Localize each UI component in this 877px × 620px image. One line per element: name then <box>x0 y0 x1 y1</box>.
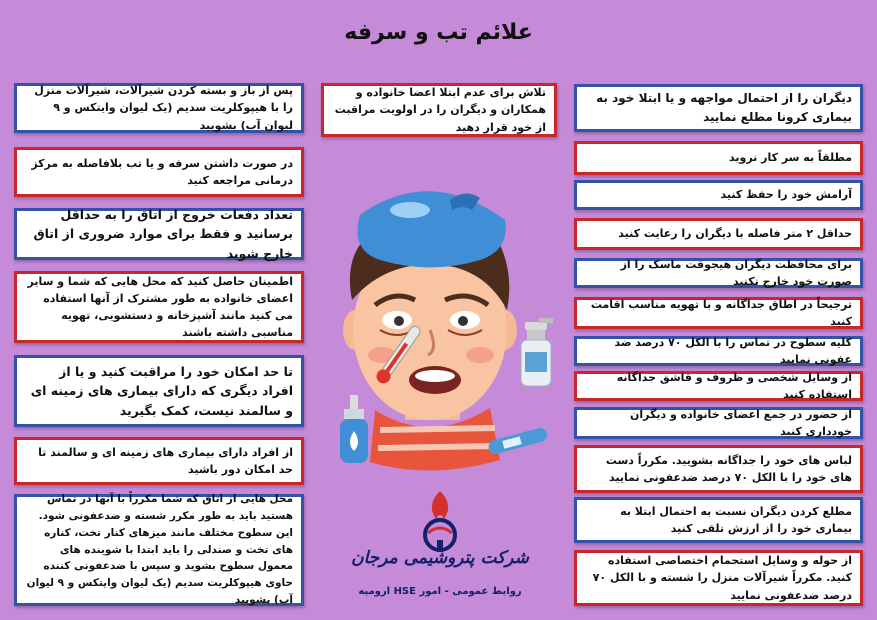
right-item-6 <box>574 297 863 329</box>
left-item-6 <box>14 437 304 485</box>
right-item-1 <box>574 84 863 132</box>
right-item-4-text: حداقل ۲ متر فاصله با دیگران را رعایت کنید <box>618 227 852 241</box>
right-item-2 <box>574 141 863 175</box>
right-item-2-text: مطلقاً به سر کار نروید <box>729 151 852 165</box>
right-item-7 <box>574 336 863 366</box>
right-item-5-text: برای محافظت دیگران هیجوقت ماسک را از صورت خود خارج نکنید <box>620 257 852 288</box>
left-item-2-text: در صورت داشتن سرفه و یا تب بلافاصله به مرکز درمانی مراجعه کنید <box>31 156 293 187</box>
page-title: علائم تب و سرفه <box>344 20 533 45</box>
right-item-12-text: از حوله و وسایل استحمام اختصاصی استفاده کنید. مکرراً شیرآلات منزل را شسته و با الکل ۷۰ درصد ضدعفونی نمایید <box>592 554 852 602</box>
spray-bottle-icon <box>515 318 555 388</box>
left-item-1 <box>14 83 304 133</box>
center-top-note <box>321 83 557 137</box>
left-item-7-text: محل هایی از اتاق که شما مکرراً با آنها در تماس هستید باید به طور مکرر شسته و ضدعفونی شود. این سطوح مختلف مانند میزهای کنار تخت، کناره های تخت و صندلی را باید ابتدا با شوینده های معمول سطوح بشوید و سپس با ضدعفونی کننده حاوی هیپوکلریت سدیم (یک لیوان وایتکس و ۹ لیوان آب) بشویید <box>26 493 293 606</box>
company-logo <box>360 485 520 600</box>
left-item-3-text: تعداد دفعات خروج از اتاق را به حداقل برسانید و فقط برای موارد ضروری از اتاق خارج شوید <box>33 206 293 261</box>
left-item-4-text: اطمینان حاصل کنید که محل هایی که شما و سایر اعضای خانواده به طور مشترک از آنها استفاده می کنید مانند آشپزخانه و دستشویی، تهویه مناسبی داشته باشند <box>27 274 293 340</box>
left-item-2 <box>14 147 304 197</box>
right-item-3 <box>574 180 863 210</box>
center-top-text: تلاش برای عدم ابتلا اعضا خانواده و همکاران و دیگران را در اولویت مراقبت از خود قرار دهید <box>334 86 546 134</box>
department-name: روابط عمومی - امور HSE ارومیه <box>358 586 522 597</box>
left-item-3 <box>14 208 304 260</box>
right-item-8 <box>574 371 863 401</box>
left-item-5 <box>14 355 304 427</box>
right-item-10 <box>574 445 863 493</box>
right-item-12 <box>574 550 863 606</box>
right-item-7-text: کلیه سطوح در تماس را با الکل ۷۰ درصد ضد عفونی نمایید <box>614 335 852 366</box>
left-item-5-text: تا حد امکان خود را مراقبت کنید و یا از افراد دیگری که دارای بیماری های زمینه ای و سالمند نیست، کمک بگیرید <box>30 363 293 418</box>
left-item-1-text: پس از باز و بسته کردن شیرآلات، شیرآلات منزل را با هیپوکلریت سدیم (یک لیوان وایتکس و ۹ لیوان آب) بشویید <box>34 84 293 132</box>
right-item-9 <box>574 407 863 439</box>
right-item-10-text: لباس های خود را جداگانه بشویید. مکرراً دست های خود را با الکل ۷۰ درصد ضدعفونی نمایید <box>605 453 852 484</box>
right-item-5 <box>574 258 863 288</box>
left-item-4 <box>14 271 304 343</box>
right-item-11 <box>574 497 863 543</box>
right-item-9-text: از حضور در جمع اعضای خانواده و دیگران خودداری کنید <box>629 407 852 438</box>
right-item-3-text: آرامش خود را حفظ کنید <box>720 188 852 202</box>
right-item-11-text: مطلع کردن دیگران نسبت به احتمال ابتلا به بیماری خود را از ارزش تلقی کنید <box>620 504 852 535</box>
right-item-1-text: دیگران را از احتمال مواجهه و یا ابتلا خود به بیماری کرونا مطلع نمایید <box>596 91 852 124</box>
left-item-6-text: از افراد دارای بیماری های زمینه ای و سالمند تا حد امکان دور باشید <box>38 445 293 476</box>
company-name: شرکت پتروشیمی مرجان <box>351 548 529 568</box>
sanitizer-bottle-icon <box>336 395 372 465</box>
right-item-8-text: از وسایل شخصی و ظروف و قاشق جداگانه استفاده کنید <box>616 370 852 401</box>
right-item-6-text: ترجیحاً در اطاق جداگانه و با تهویه مناسب اقامت کنید <box>590 297 852 328</box>
left-item-7 <box>14 494 304 606</box>
right-item-4 <box>574 218 863 250</box>
